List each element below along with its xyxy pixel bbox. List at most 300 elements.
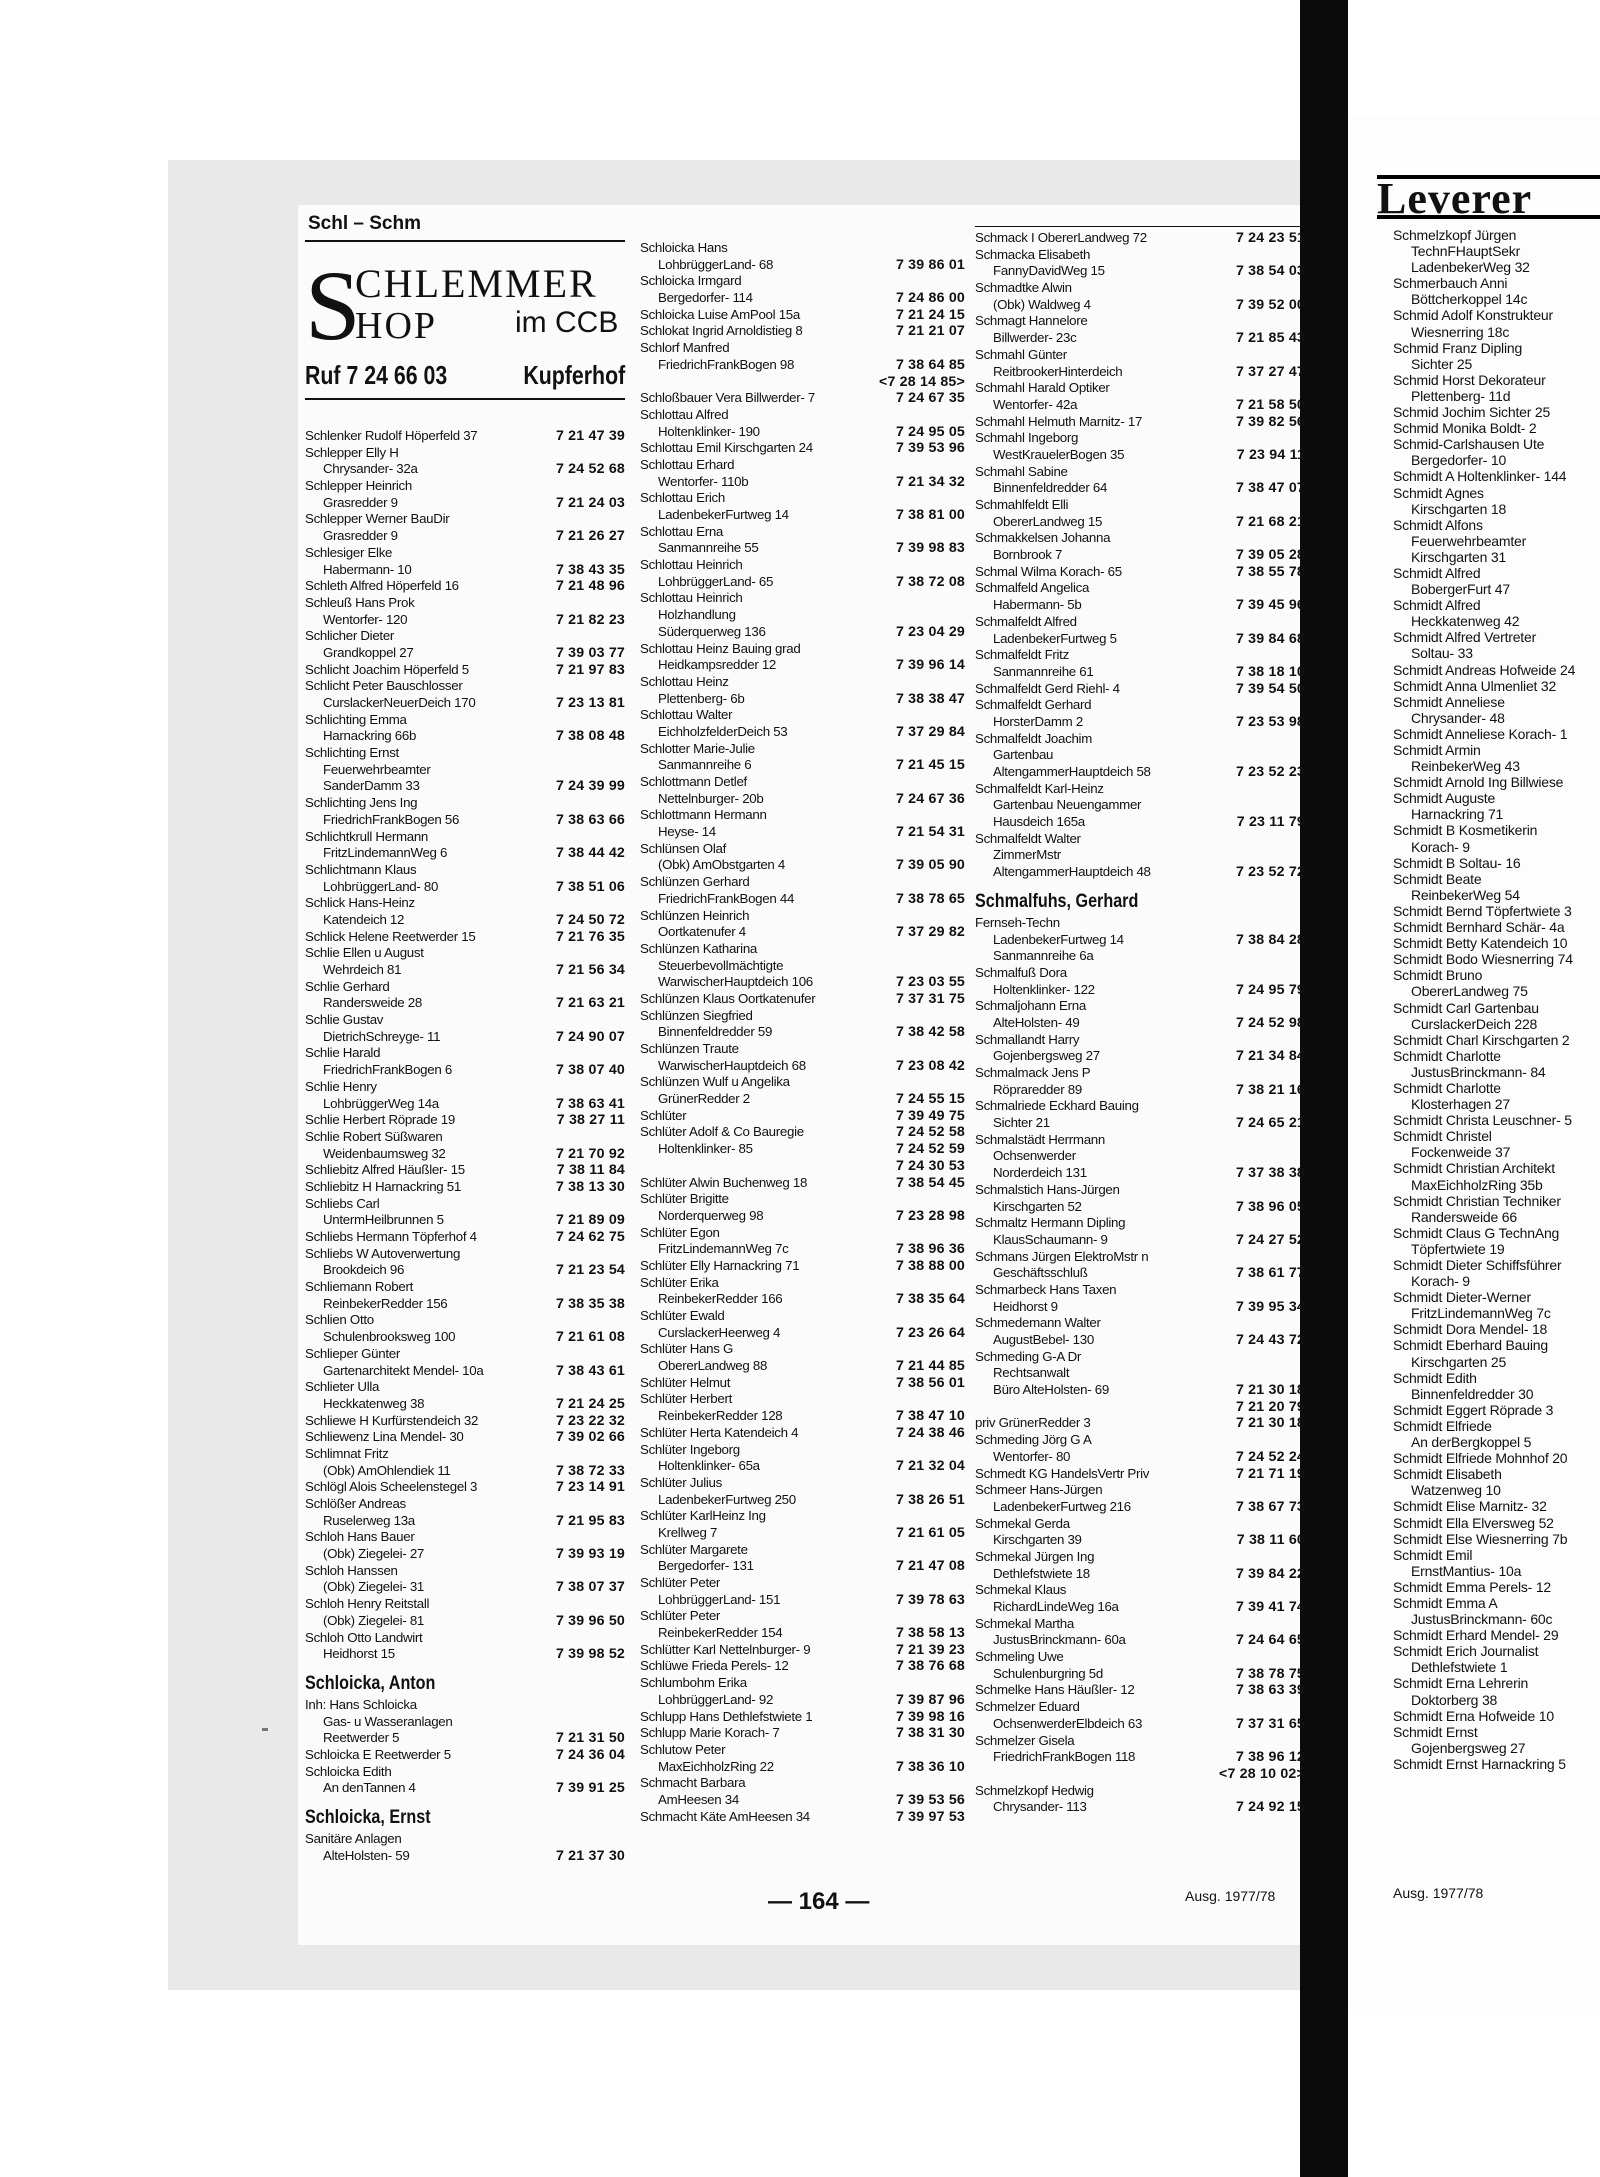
phone-number: 7 38 76 68: [895, 1658, 965, 1675]
listing-detail: Nettelnburger- 20b: [658, 790, 764, 806]
listing-detail: ObererLandweg 88: [658, 1358, 768, 1374]
phone-number: 7 39 49 75: [895, 1107, 965, 1124]
phone-number: 7 21 56 34: [555, 962, 625, 978]
adjacent-listing-line: Schmid Franz Dipling: [1393, 339, 1523, 356]
phone-number: 7 39 02 66: [555, 1429, 625, 1446]
listing-entry: [640, 524, 965, 557]
listing-detail: Reetwerder 5: [323, 1730, 400, 1746]
phone-number: 7 23 26 64: [895, 1324, 965, 1341]
listing-name: Schlie Robert Süßwaren: [305, 1128, 443, 1144]
adjacent-listing-line: Fockenweide 37: [1411, 1144, 1511, 1161]
listing-entry: [975, 965, 1305, 998]
listing-name: Schliebs W Autoverwertung: [305, 1245, 461, 1261]
listing-name: Schlien Otto: [305, 1312, 374, 1328]
listing-detail: AltengammerHauptdeich 48: [993, 864, 1151, 880]
listing-entry: [640, 707, 965, 740]
listing-entry: [975, 1466, 1305, 1483]
listing-name: Schlick Hans-Heinz: [305, 895, 415, 911]
listing-name: Schmalfeldt Gerhard: [975, 697, 1092, 713]
listing-detail: LohbrüggerLand- 151: [658, 1591, 781, 1607]
listing-name: Schmagt Hannelore: [975, 313, 1088, 329]
phone-number: 7 24 52 98: [1235, 1014, 1305, 1031]
listing-detail: Ochsenwerder: [993, 1148, 1076, 1164]
adjacent-listing-line: Schmidt Elfriede Mohnhof 20: [1393, 1450, 1568, 1467]
listing-entry: [975, 347, 1305, 380]
listing-name: Schmacht Barbara: [640, 1775, 746, 1791]
adjacent-listing-line: Schmidt Anneliese Korach- 1: [1393, 725, 1568, 742]
adjacent-listing-line: Schmidt Dieter-Werner: [1393, 1289, 1531, 1306]
listing-detail: Katendeich 12: [323, 911, 405, 927]
listing-detail: Sichter 21: [993, 1115, 1050, 1131]
ad-place: Kupferhof: [523, 360, 625, 390]
listing-entry: [640, 557, 965, 590]
listing-entry: [305, 478, 625, 511]
listing-detail: Kirschgarten 39: [993, 1532, 1082, 1548]
listing-name: Schlüter Helmut: [640, 1374, 731, 1390]
adjacent-listing-line: Schmidt Bruno: [1393, 967, 1483, 984]
adjacent-listing-line: Schmelzkopf Jürgen: [1393, 227, 1517, 243]
listing-column-2: [640, 240, 965, 1825]
listing-detail: LohbrüggerLand- 65: [658, 573, 774, 589]
listing-name: Schlottau Heinz Bauing grad: [640, 640, 801, 656]
phone-number: 7 24 52 59: [895, 1141, 965, 1158]
listing-entry: [305, 1764, 625, 1797]
phone-number: 7 39 91 25: [555, 1780, 625, 1797]
adjacent-listing-line: Bergedorfer- 10: [1411, 452, 1507, 469]
phone-number: 7 38 26 51: [895, 1491, 965, 1508]
listing-name: Schliebs Hermann Töpferhof 4: [305, 1229, 477, 1244]
listing-name: Schmekal Gerda: [975, 1515, 1070, 1531]
listing-detail: Sanmannreihe 55: [658, 540, 759, 556]
listing-name: Schlottau Alfred: [640, 406, 729, 422]
listing-entry: [305, 745, 625, 795]
listing-name: Schlüter Adolf & Co Bauregie: [640, 1124, 804, 1140]
adjacent-listing-line: Schmidt Armin: [1393, 742, 1481, 758]
adjacent-page-column: [1393, 227, 1600, 1772]
listing-entry: [640, 1275, 965, 1308]
schlemmer-shop-ad: [305, 248, 625, 408]
adjacent-listing-line: Schmidt Bernhard Schär- 4a: [1393, 919, 1565, 936]
adjacent-listing-line: An derBergkoppel 5: [1411, 1434, 1532, 1451]
listing-detail: UntermHeilbrunnen 5: [323, 1212, 444, 1228]
adjacent-listing-line: Schmidt Bodo Wiesnerring 74: [1393, 951, 1573, 968]
adjacent-listing-line: Schmidt Ernst Harnackring 5: [1393, 1755, 1566, 1772]
listing-detail: ReinbekerRedder 128: [658, 1408, 783, 1424]
phone-number: 7 38 08 48: [555, 728, 625, 745]
listing-name: Schmaljohann Erna: [975, 998, 1086, 1014]
listing-entry: [640, 807, 965, 840]
listing-detail: LadenbekerFurtweg 250: [658, 1491, 796, 1507]
listing-detail: Schulenburgring 5d: [993, 1665, 1103, 1681]
listing-name: Schliebs Carl: [305, 1195, 380, 1211]
listing-entry: [640, 908, 965, 941]
adjacent-listing-line: Schmidt Christel: [1393, 1128, 1492, 1145]
adjacent-listing-line: Schmidt B Kosmetikerin: [1393, 822, 1538, 839]
listing-name: Schlie Gerhard: [305, 978, 390, 994]
adjacent-listing-line: LadenbekerWeg 32: [1411, 259, 1530, 276]
adjacent-listing-line: FritzLindemannWeg 7c: [1411, 1305, 1551, 1322]
listing-detail: (Obk) AmOhlendiek 11: [323, 1462, 451, 1478]
listing-detail: WarwischerHauptdeich 106: [658, 974, 813, 990]
phone-number: 7 21 32 04: [895, 1458, 965, 1475]
listing-detail: Büro AlteHolsten- 69: [993, 1382, 1109, 1398]
listing-entry: [640, 1475, 965, 1508]
adjacent-listing-line: Schmid-Carlshausen Ute: [1393, 436, 1545, 453]
phone-number: 7 24 38 46: [895, 1424, 965, 1441]
listing-entry: [640, 490, 965, 523]
listing-entry: [305, 1012, 625, 1045]
listing-detail: LadenbekerFurtweg 216: [993, 1498, 1131, 1514]
phone-number: 7 21 48 96: [555, 578, 625, 595]
adjacent-listing-line: Schmidt Elisabeth: [1393, 1466, 1502, 1483]
listing-entry: [305, 862, 625, 895]
listing-entry: [305, 1312, 625, 1345]
phone-number: 7 21 21 07: [895, 323, 965, 340]
phone-number: 7 39 84 68: [1235, 630, 1305, 647]
listing-detail: (Obk) Ziegelei- 81: [323, 1612, 425, 1628]
listing-detail: AugustBebel- 130: [993, 1332, 1094, 1347]
listing-detail: Habermann- 10: [323, 561, 412, 577]
listing-detail: Sanmannreihe 61: [993, 663, 1094, 679]
listing-detail: Wentorfer- 120: [323, 611, 408, 627]
listing-entry: [305, 1446, 625, 1479]
listing-entry: [305, 895, 625, 928]
listing-entry: [975, 1065, 1305, 1098]
listing-name: Schmalfeldt Fritz: [975, 647, 1069, 663]
listing-entry: [640, 273, 965, 306]
listing-name: Schmahl Helmuth Marnitz- 17: [975, 413, 1143, 429]
listing-entry: [975, 1682, 1305, 1699]
phone-number: 7 23 53 98: [1235, 713, 1305, 730]
phone-number: 7 24 67 36: [895, 790, 965, 807]
phone-number: 7 38 84 28: [1235, 931, 1305, 948]
phone-number: 7 38 54 03: [1235, 263, 1305, 280]
listing-name: Inh: Hans Schloicka: [305, 1696, 417, 1712]
listing-name: Schlüter Julius: [640, 1474, 722, 1490]
listing-name: Schlüter KarlHeinz Ing: [640, 1508, 766, 1524]
phone-number: 7 39 41 74: [1235, 1599, 1305, 1615]
listing-detail: Wentorfer- 110b: [658, 473, 749, 489]
listing-detail: LadenbekerFurtweg 14: [658, 507, 789, 522]
phone-number: 7 38 13 30: [555, 1178, 625, 1195]
listing-detail: Wentorfer- 42a: [993, 396, 1078, 412]
listing-entry: [305, 1747, 625, 1764]
adjacent-listing-line: ErnstMantius- 10a: [1411, 1562, 1522, 1579]
adjacent-listing-line: Schmidt Charl Kirschgarten 2: [1393, 1031, 1570, 1048]
listing-name: Schlicher Dieter: [305, 628, 395, 644]
adjacent-listing-line: MaxEichholzRing 35b: [1411, 1176, 1543, 1193]
listing-name: Schlottau Heinrich: [640, 590, 743, 606]
listing-entry: [640, 1375, 965, 1392]
phone-number: 7 21 31 50: [555, 1730, 625, 1747]
phone-number: 7 39 98 83: [895, 540, 965, 557]
listing-entry: [305, 945, 625, 978]
adjacent-listing-line: Schmidt Else Wiesnerring 7b: [1393, 1530, 1568, 1547]
listing-detail: Bergedorfer- 131: [658, 1558, 754, 1574]
listing-name: Schlicht Peter Bauschlosser: [305, 678, 463, 694]
listing-name: Schloh Hanssen: [305, 1562, 398, 1578]
phone-number: 7 23 11 79: [1236, 814, 1305, 831]
listing-name: Schloicka E Reetwerder 5: [305, 1746, 451, 1762]
adjacent-page-header: [1377, 175, 1600, 219]
listing-entry: [640, 457, 965, 490]
phone-number: 7 21 68 21: [1235, 513, 1305, 530]
listing-entry: [975, 1032, 1305, 1065]
listing-entry: [640, 1508, 965, 1541]
phone-number: 7 21 24 25: [555, 1395, 625, 1412]
listing-detail: Heckkatenweg 38: [323, 1395, 425, 1411]
listing-name: Schlottau Erich: [640, 490, 725, 506]
phone-number: 7 38 78 65: [895, 890, 965, 907]
listing-detail: Bergedorfer- 114: [658, 290, 753, 306]
listing-name: Schlüter Alwin Buchenweg 18: [640, 1174, 808, 1190]
listing-entry: [975, 1349, 1305, 1399]
listing-name: Schmekal Jürgen Ing: [975, 1548, 1095, 1564]
listing-name: Schmeding Jörg G A: [975, 1432, 1092, 1448]
listing-entry: [975, 1415, 1305, 1432]
listing-detail: Grandkoppel 27: [323, 644, 414, 660]
adjacent-listing-line: Schmidt Dora Mendel- 18: [1393, 1321, 1548, 1338]
listing-entry: [640, 374, 965, 391]
listing-entry: [305, 511, 625, 544]
phone-number: 7 24 67 35: [895, 390, 965, 407]
phone-number: 7 38 43 61: [555, 1362, 625, 1379]
listing-entry: [305, 1496, 625, 1529]
adjacent-listing-line: Schmidt Christian Techniker: [1393, 1192, 1561, 1209]
listing-detail: AlteHolsten- 49: [993, 1014, 1080, 1030]
listing-name: Schlüter Ewald: [640, 1308, 725, 1323]
phone-number: 7 21 95 83: [555, 1512, 625, 1529]
ad-rule: [305, 398, 625, 400]
listing-entry: [640, 590, 965, 640]
listing-name: Schliebitz H Harnackring 51: [305, 1178, 461, 1194]
ad-title-line2: HOP: [355, 305, 438, 347]
listing-detail: OchsenwerderElbdeich 63: [993, 1715, 1143, 1731]
listing-entry: [305, 1529, 625, 1562]
listing-detail: Chrysander- 113: [993, 1799, 1087, 1815]
phone-number: 7 24 95 79: [1235, 981, 1305, 998]
phone-number: 7 37 38 38: [1235, 1165, 1305, 1182]
phone-number: 7 38 96 05: [1235, 1198, 1305, 1215]
phone-number: 7 21 39 23: [895, 1641, 965, 1658]
phone-number: 7 38 11 84: [556, 1162, 625, 1179]
listing-name: Schmal Wilma Korach- 65: [975, 563, 1122, 579]
listing-entry: [640, 240, 965, 273]
listing-entry: [640, 641, 965, 674]
listing-entry: [975, 781, 1305, 831]
listing-entry: [305, 1413, 625, 1430]
phone-number: 7 38 56 01: [895, 1374, 965, 1391]
phone-number: 7 24 52 24: [1235, 1448, 1305, 1465]
listing-entry: [975, 1582, 1305, 1615]
adjacent-listing-line: Schmidt Emma Perels- 12: [1393, 1578, 1552, 1595]
listing-detail: SanderDamm 33: [323, 778, 420, 794]
phone-number: 7 21 89 09: [555, 1212, 625, 1229]
adjacent-listing-line: Schmidt Bernd Töpfertwiete 3: [1393, 902, 1572, 919]
listing-name: Schlieper Günter: [305, 1345, 400, 1361]
listing-entry: [305, 1045, 625, 1078]
listing-detail: ZimmerMstr: [993, 847, 1061, 863]
listing-entry: [640, 1742, 965, 1775]
listing-detail: Grasredder 9: [323, 494, 398, 510]
listing-entry: [975, 831, 1305, 881]
phone-number: 7 38 96 36: [895, 1241, 965, 1258]
listing-detail: FriedrichFrankBogen 6: [323, 1062, 452, 1078]
listing-entry: [640, 1775, 965, 1808]
adjacent-listing-line: Gojenbergsweg 27: [1411, 1739, 1526, 1756]
adjacent-listing-line: Schmid Horst Dekorateur: [1393, 371, 1546, 388]
listing-name: Schmedt KG HandelsVertr Priv: [975, 1465, 1150, 1481]
listing-detail: Hausdeich 165a: [993, 814, 1085, 830]
phone-number: 7 39 86 01: [895, 256, 965, 273]
listing-name: Schlie Ellen u August: [305, 945, 424, 961]
phone-number: 7 38 44 42: [555, 845, 625, 862]
listing-detail: FriedrichFrankBogen 118: [993, 1749, 1136, 1765]
listing-detail: Feuerwehrbeamter: [323, 761, 431, 777]
phone-number: 7 38 63 39: [1235, 1682, 1305, 1699]
listing-detail: WestKrauelerBogen 35: [993, 446, 1125, 462]
listing-detail: Harnackring 66b: [323, 728, 417, 744]
phone-number: 7 39 45 96: [1235, 597, 1305, 614]
phone-number: 7 24 52 68: [555, 461, 625, 478]
listing-name: Schmarbeck Hans Taxen: [975, 1281, 1117, 1297]
listing-detail: Heidhorst 9: [993, 1298, 1058, 1314]
listing-entry: [975, 1132, 1305, 1182]
phone-number: 7 23 04 29: [895, 623, 965, 640]
listing-name: Schlie Gustav: [305, 1012, 384, 1028]
listing-entry: [305, 628, 625, 661]
listing-name: Schmakkelsen Johanna: [975, 530, 1111, 546]
listing-detail: Schulenbrooksweg 100: [323, 1329, 456, 1345]
listing-name: Schlünzen Wulf u Angelika: [640, 1074, 790, 1090]
listing-name: Schlichting Ernst: [305, 745, 399, 761]
adjacent-listing-line: TechnFHauptSekr: [1411, 243, 1521, 260]
phone-number: 7 24 95 05: [895, 423, 965, 440]
adjacent-listing-line: Schmidt Alfred: [1393, 597, 1481, 614]
listing-name: Schlüter Elly Harnackring 71: [640, 1257, 800, 1273]
phone-number: 7 21 47 08: [895, 1558, 965, 1575]
listing-name: Schlüter Ingeborg: [640, 1441, 740, 1457]
listing-detail: Holtenklinker- 190: [658, 423, 760, 439]
listing-detail: Gojenbergsweg 27: [993, 1048, 1100, 1064]
phone-number: 7 21 61 08: [555, 1329, 625, 1346]
listing-entry: [305, 428, 625, 445]
listing-detail: Grasredder 9: [323, 528, 398, 544]
listing-name: Schliebitz Alfred Häußler- 15: [305, 1162, 465, 1178]
listing-entry: [305, 1179, 625, 1196]
phone-number: <7 28 14 85>: [878, 373, 965, 390]
listing-name: Schlüter: [640, 1107, 687, 1123]
listing-entry: [975, 530, 1305, 563]
listing-detail: EichholzfelderDeich 53: [658, 723, 788, 739]
listing-detail: ObererLandweg 15: [993, 513, 1103, 529]
adjacent-listing-line: Schmidt Emil: [1393, 1546, 1473, 1563]
listing-entry: [975, 998, 1305, 1031]
listing-detail: FriedrichFrankBogen 98: [658, 356, 795, 372]
phone-number: 7 21 20 79: [1235, 1398, 1305, 1415]
listing-entry: [640, 1542, 965, 1575]
listing-entry: [305, 829, 625, 862]
listing-name: Schlüter Hans G: [640, 1341, 734, 1357]
listing-entry: [975, 380, 1305, 413]
phone-number: 7 21 63 21: [555, 995, 625, 1012]
listing-detail: Holtenklinker- 85: [658, 1141, 753, 1157]
adjacent-listing-line: Schmidt A Holtenklinker- 144: [1393, 468, 1567, 485]
listing-detail: AlteHolsten- 59: [323, 1847, 410, 1863]
phone-number: 7 38 96 12: [1235, 1749, 1305, 1766]
listing-entry: [975, 1482, 1305, 1515]
phone-number: 7 38 38 47: [895, 690, 965, 707]
adjacent-listing-line: Schmidt B Soltau- 16: [1393, 854, 1521, 871]
listing-entry: [640, 1258, 965, 1275]
listing-detail: Oortkatenufer 4: [658, 924, 746, 940]
adjacent-listing-line: Schmidt Alfred: [1393, 564, 1481, 581]
phone-number: 7 21 45 15: [895, 757, 965, 774]
phone-number: 7 21 34 84: [1235, 1048, 1305, 1065]
phone-number: 7 39 96 50: [555, 1612, 625, 1629]
phone-number: 7 23 52 72: [1235, 864, 1305, 881]
adjacent-listing-line: ReinbekerWeg 43: [1411, 758, 1520, 775]
adjacent-listing-line: ReinbekerWeg 54: [1411, 886, 1520, 903]
listing-name: Schlüwe Frieda Perels- 12: [640, 1658, 789, 1674]
phone-number: 7 21 30 18: [1235, 1415, 1305, 1432]
listing-entry: [305, 445, 625, 478]
listing-name: Schmekal Klaus: [975, 1582, 1067, 1598]
phone-number: 7 38 63 41: [555, 1095, 625, 1112]
adjacent-listing-line: Kirschgarten 18: [1411, 500, 1507, 517]
adjacent-listing-line: Chrysander- 48: [1411, 709, 1505, 726]
listing-name: Schmalfeldt Walter: [975, 830, 1081, 846]
listing-name: Schlumbohm Erika: [640, 1675, 747, 1691]
adjacent-listing-line: Kirschgarten 25: [1411, 1353, 1507, 1370]
listing-name: Schlottau Emil Kirschgarten 24: [640, 440, 813, 456]
listing-name: Schmalriede Eckhard Bauing: [975, 1098, 1139, 1114]
adjacent-listing-line: Watzenweg 10: [1411, 1482, 1501, 1499]
listing-name: Schlottau Walter: [640, 707, 733, 723]
listing-entry: [640, 390, 965, 407]
listing-entry: [305, 545, 625, 578]
listing-detail: JustusBrinckmann- 60a: [993, 1632, 1126, 1648]
phone-number: 7 24 27 52: [1235, 1231, 1305, 1248]
listing-detail: Ruselerweg 13a: [323, 1512, 415, 1528]
listing-entry: [640, 1809, 965, 1826]
phone-number: 7 24 65 21: [1235, 1115, 1305, 1132]
phone-number: 7 21 76 35: [555, 928, 625, 945]
page-number: — 164 —: [768, 1888, 870, 1915]
listing-name: Schmekal Martha: [975, 1615, 1074, 1631]
listing-detail: MaxEichholzRing 22: [658, 1758, 774, 1774]
business-heading: Schmalfuhs, Gerhard: [975, 890, 1139, 912]
listing-detail: Holtenklinker- 65a: [658, 1458, 760, 1474]
phone-number: 7 21 34 32: [895, 473, 965, 490]
listing-detail: WarwischerHauptdeich 68: [658, 1057, 806, 1073]
listing-entry: [975, 464, 1305, 497]
listing-name: Schmahl Sabine: [975, 463, 1068, 479]
listing-name: Schmelzer Gisela: [975, 1732, 1075, 1748]
phone-number: 7 38 72 08: [895, 573, 965, 590]
listing-entry: [640, 1709, 965, 1726]
phone-number: 7 24 86 00: [895, 290, 965, 307]
listing-entry: [640, 1642, 965, 1659]
listing-entry: [975, 1432, 1305, 1465]
adjacent-listing-line: Sichter 25: [1411, 355, 1473, 372]
listing-entry: [640, 1575, 965, 1608]
adjacent-listing-line: Schmidt Elfriede: [1393, 1417, 1492, 1434]
adjacent-listing-line: Schmidt Ella Elversweg 52: [1393, 1514, 1554, 1531]
phone-number: 7 21 37 30: [555, 1847, 625, 1864]
listing-column-1: [305, 248, 625, 1864]
listing-entry: [975, 1215, 1305, 1248]
